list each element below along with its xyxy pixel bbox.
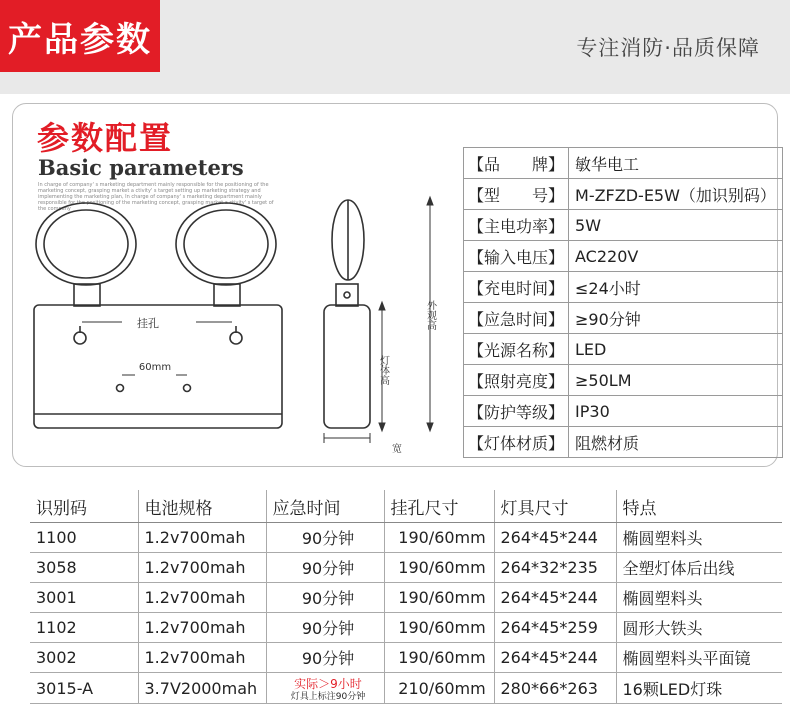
cell-time: 90分钟 [266,613,384,643]
param-value: ≥50LM [569,365,783,396]
param-value: LED [569,334,783,365]
param-row [464,179,783,210]
param-row [464,365,783,396]
cell-code: 3002 [30,643,138,673]
param-row [464,148,783,179]
param-value: ≥90分钟 [569,303,783,334]
param-row [464,427,783,458]
body-height-label: 灯体高 [377,355,389,385]
side-body [324,305,370,428]
cell-hole: 190/60mm [384,523,494,553]
cell-size: 264*45*259 [494,613,616,643]
header-tab-label: 产品参数 [8,20,152,60]
cell-size: 264*45*244 [494,523,616,553]
cell-battery: 1.2v700mah [138,613,266,643]
param-row [464,303,783,334]
param-value: IP30 [569,396,783,427]
col-header-code: 识别码 [30,490,138,523]
cell-battery: 1.2v700mah [138,523,266,553]
cell-size: 264*45*244 [494,643,616,673]
param-value: 5W [569,210,783,241]
cell-code: 1100 [30,523,138,553]
cell-time: 90分钟 [266,643,384,673]
param-key: 【应急时间】 [464,303,569,334]
col-header-battery: 电池规格 [138,490,266,523]
cell-hole: 190/60mm [384,583,494,613]
cell-time [266,673,384,704]
table-row [30,673,782,704]
cell-hole: 190/60mm [384,553,494,583]
param-key: 【充电时间】 [464,272,569,303]
cell-battery: 3.7V2000mah [138,673,266,704]
cell-code: 3058 [30,553,138,583]
cell-time: 90分钟 [266,583,384,613]
params-table [463,147,783,458]
config-fine-print: In charge of company' s marketing department mainly responsible for the positioning of the marketing concept, grasping market a ctivity' s target setting up marketing strategy and implementing the marketing plan, In charge of company' s marketing department mainly responsible for the positioning of the marketing concept, grasping market a ctivity' s target of the company [38,182,274,212]
table-row [30,583,782,613]
param-key: 【光源名称】 [464,334,569,365]
config-subtitle: Basic parameters [38,155,244,180]
width-label: 宽 [392,444,402,455]
cell-hole: 210/60mm [384,673,494,704]
param-row [464,272,783,303]
cell-size: 264*32*235 [494,553,616,583]
param-key: 【防护等级】 [464,396,569,427]
param-value: 阻燃材质 [569,427,783,458]
param-value: AC220V [569,241,783,272]
spec-header-row [30,490,782,523]
col-header-time: 应急时间 [266,490,384,523]
cell-feature: 16颗LED灯珠 [616,673,782,704]
time-note-label: 灯具上标注90分钟 [290,692,366,702]
param-key: 【灯体材质】 [464,427,569,458]
hole-spacing-label: 60mm [138,362,172,373]
table-row [30,613,782,643]
param-value: 敏华电工 [569,148,783,179]
param-value: M-ZFZD-E5W（加识别码） [569,179,783,210]
table-row [30,553,782,583]
param-key: 【品 牌】 [464,148,569,179]
param-row [464,334,783,365]
cell-code: 3015-A [30,673,138,704]
col-header-feature: 特点 [616,490,782,523]
cell-feature: 椭圆塑料头 [616,523,782,553]
spec-table [30,490,782,704]
hanging-hole-label: 挂孔 [137,317,159,330]
cell-battery: 1.2v700mah [138,553,266,583]
param-value: ≤24小时 [569,272,783,303]
param-key: 【输入电压】 [464,241,569,272]
param-row [464,241,783,272]
cell-size: 280*66*263 [494,673,616,704]
cell-size: 264*45*244 [494,583,616,613]
cell-hole: 190/60mm [384,643,494,673]
table-row [30,643,782,673]
cell-battery: 1.2v700mah [138,643,266,673]
cell-code: 1102 [30,613,138,643]
cell-battery: 1.2v700mah [138,583,266,613]
cell-feature: 椭圆塑料头平面镜 [616,643,782,673]
cell-feature: 圆形大铁头 [616,613,782,643]
cell-feature: 椭圆塑料头 [616,583,782,613]
param-row [464,210,783,241]
param-key: 【主电功率】 [464,210,569,241]
param-key: 【照射亮度】 [464,365,569,396]
col-header-size: 灯具尺寸 [494,490,616,523]
cell-time: 90分钟 [266,553,384,583]
col-header-hole: 挂孔尺寸 [384,490,494,523]
param-row [464,396,783,427]
total-height-label: 外观高 [424,300,436,330]
left-lamp-head [36,203,136,285]
cell-code: 3001 [30,583,138,613]
header-slogan: 专注消防·品质保障 [576,36,760,60]
cell-feature: 全塑灯体后出线 [616,553,782,583]
time-actual-label: 实际＞9小时 [294,677,362,691]
cell-hole: 190/60mm [384,613,494,643]
param-key: 【型 号】 [464,179,569,210]
cell-time: 90分钟 [266,523,384,553]
config-title: 参数配置 [37,119,174,157]
right-lamp-head [176,203,276,285]
table-row [30,523,782,553]
